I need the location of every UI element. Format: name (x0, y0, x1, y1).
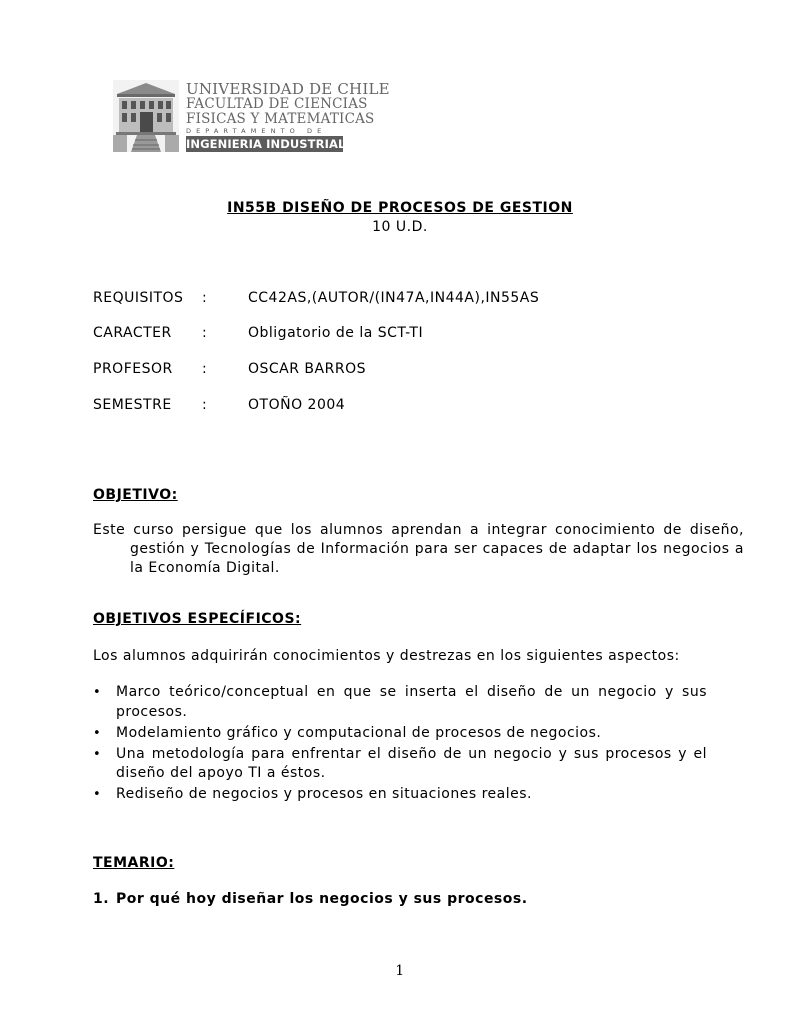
temario-item-number: 1. (93, 891, 110, 907)
logo-faculty-line-2: FISICAS Y MATEMATICAS (186, 111, 375, 127)
bullet-icon: • (93, 725, 102, 741)
list-item-text: Una metodología para enfrentar el diseño de un negocio y sus procesos y el diseño del apoyo TI a éstos. (116, 745, 707, 781)
info-value-semestre: OTOÑO 2004 (248, 397, 346, 413)
objetivos-especificos-intro: Los alumnos adquirirán conocimientos y destrezas en los siguientes aspectos: (93, 648, 680, 664)
building-icon (113, 80, 179, 152)
info-label-requisitos: REQUISITOS (93, 290, 184, 306)
list-item-text: Marco teórico/conceptual en que se inserta el diseño de un negocio y sus procesos. (116, 684, 707, 720)
info-separator: : (202, 397, 208, 413)
objetivo-heading: OBJETIVO: (93, 487, 178, 503)
list-item (93, 785, 707, 805)
temario-item-text: Por qué hoy diseñar los negocios y sus procesos. (116, 891, 528, 907)
info-value-requisitos: CC42AS,(AUTOR/(IN47A,IN44A),IN55AS (248, 290, 540, 306)
bullet-icon: • (93, 746, 102, 762)
info-separator: : (202, 290, 208, 306)
info-label-semestre: SEMESTRE (93, 397, 172, 413)
info-value-caracter: Obligatorio de la SCT-TI (248, 325, 424, 341)
objetivos-especificos-heading: OBJETIVOS ESPECÍFICOS: (93, 611, 302, 627)
list-item (93, 745, 707, 784)
logo-faculty-line: FACULTAD DE CIENCIAS (186, 96, 368, 112)
objetivo-paragraph: Este curso persigue que los alumnos aprendan a integrar conocimiento de diseño, gestión y Tecnologías de Información para ser capaces de adaptar los negocios a la Economía Digital. (93, 522, 744, 576)
temario-item (93, 891, 528, 907)
list-item (93, 724, 707, 744)
list-item-text: Modelamiento gráfico y computacional de procesos de negocios. (116, 724, 602, 741)
list-item-text: Rediseño de negocios y procesos en situaciones reales. (116, 786, 532, 802)
page-number: 1 (395, 963, 405, 979)
info-label-caracter: CARACTER (93, 325, 172, 341)
bullet-icon: • (93, 787, 102, 802)
bullet-icon: • (93, 685, 102, 700)
logo-university-name: UNIVERSIDAD DE CHILE (186, 80, 390, 98)
course-title: IN55B DISEÑO DE PROCESOS DE GESTION (227, 200, 573, 216)
info-label-profesor: PROFESOR (93, 361, 173, 377)
course-units: 10 U.D. (372, 219, 428, 235)
university-logo (113, 80, 390, 152)
info-value-profesor: OSCAR BARROS (248, 361, 366, 377)
list-item (93, 683, 707, 722)
logo-department-banner: INGENIERIA INDUSTRIAL (186, 137, 346, 151)
info-separator: : (202, 325, 208, 341)
info-separator: : (202, 361, 208, 377)
objetivos-especificos-list (93, 683, 707, 806)
temario-heading: TEMARIO: (93, 855, 175, 871)
logo-department-label: DEPARTAMENTO DE (186, 127, 327, 135)
